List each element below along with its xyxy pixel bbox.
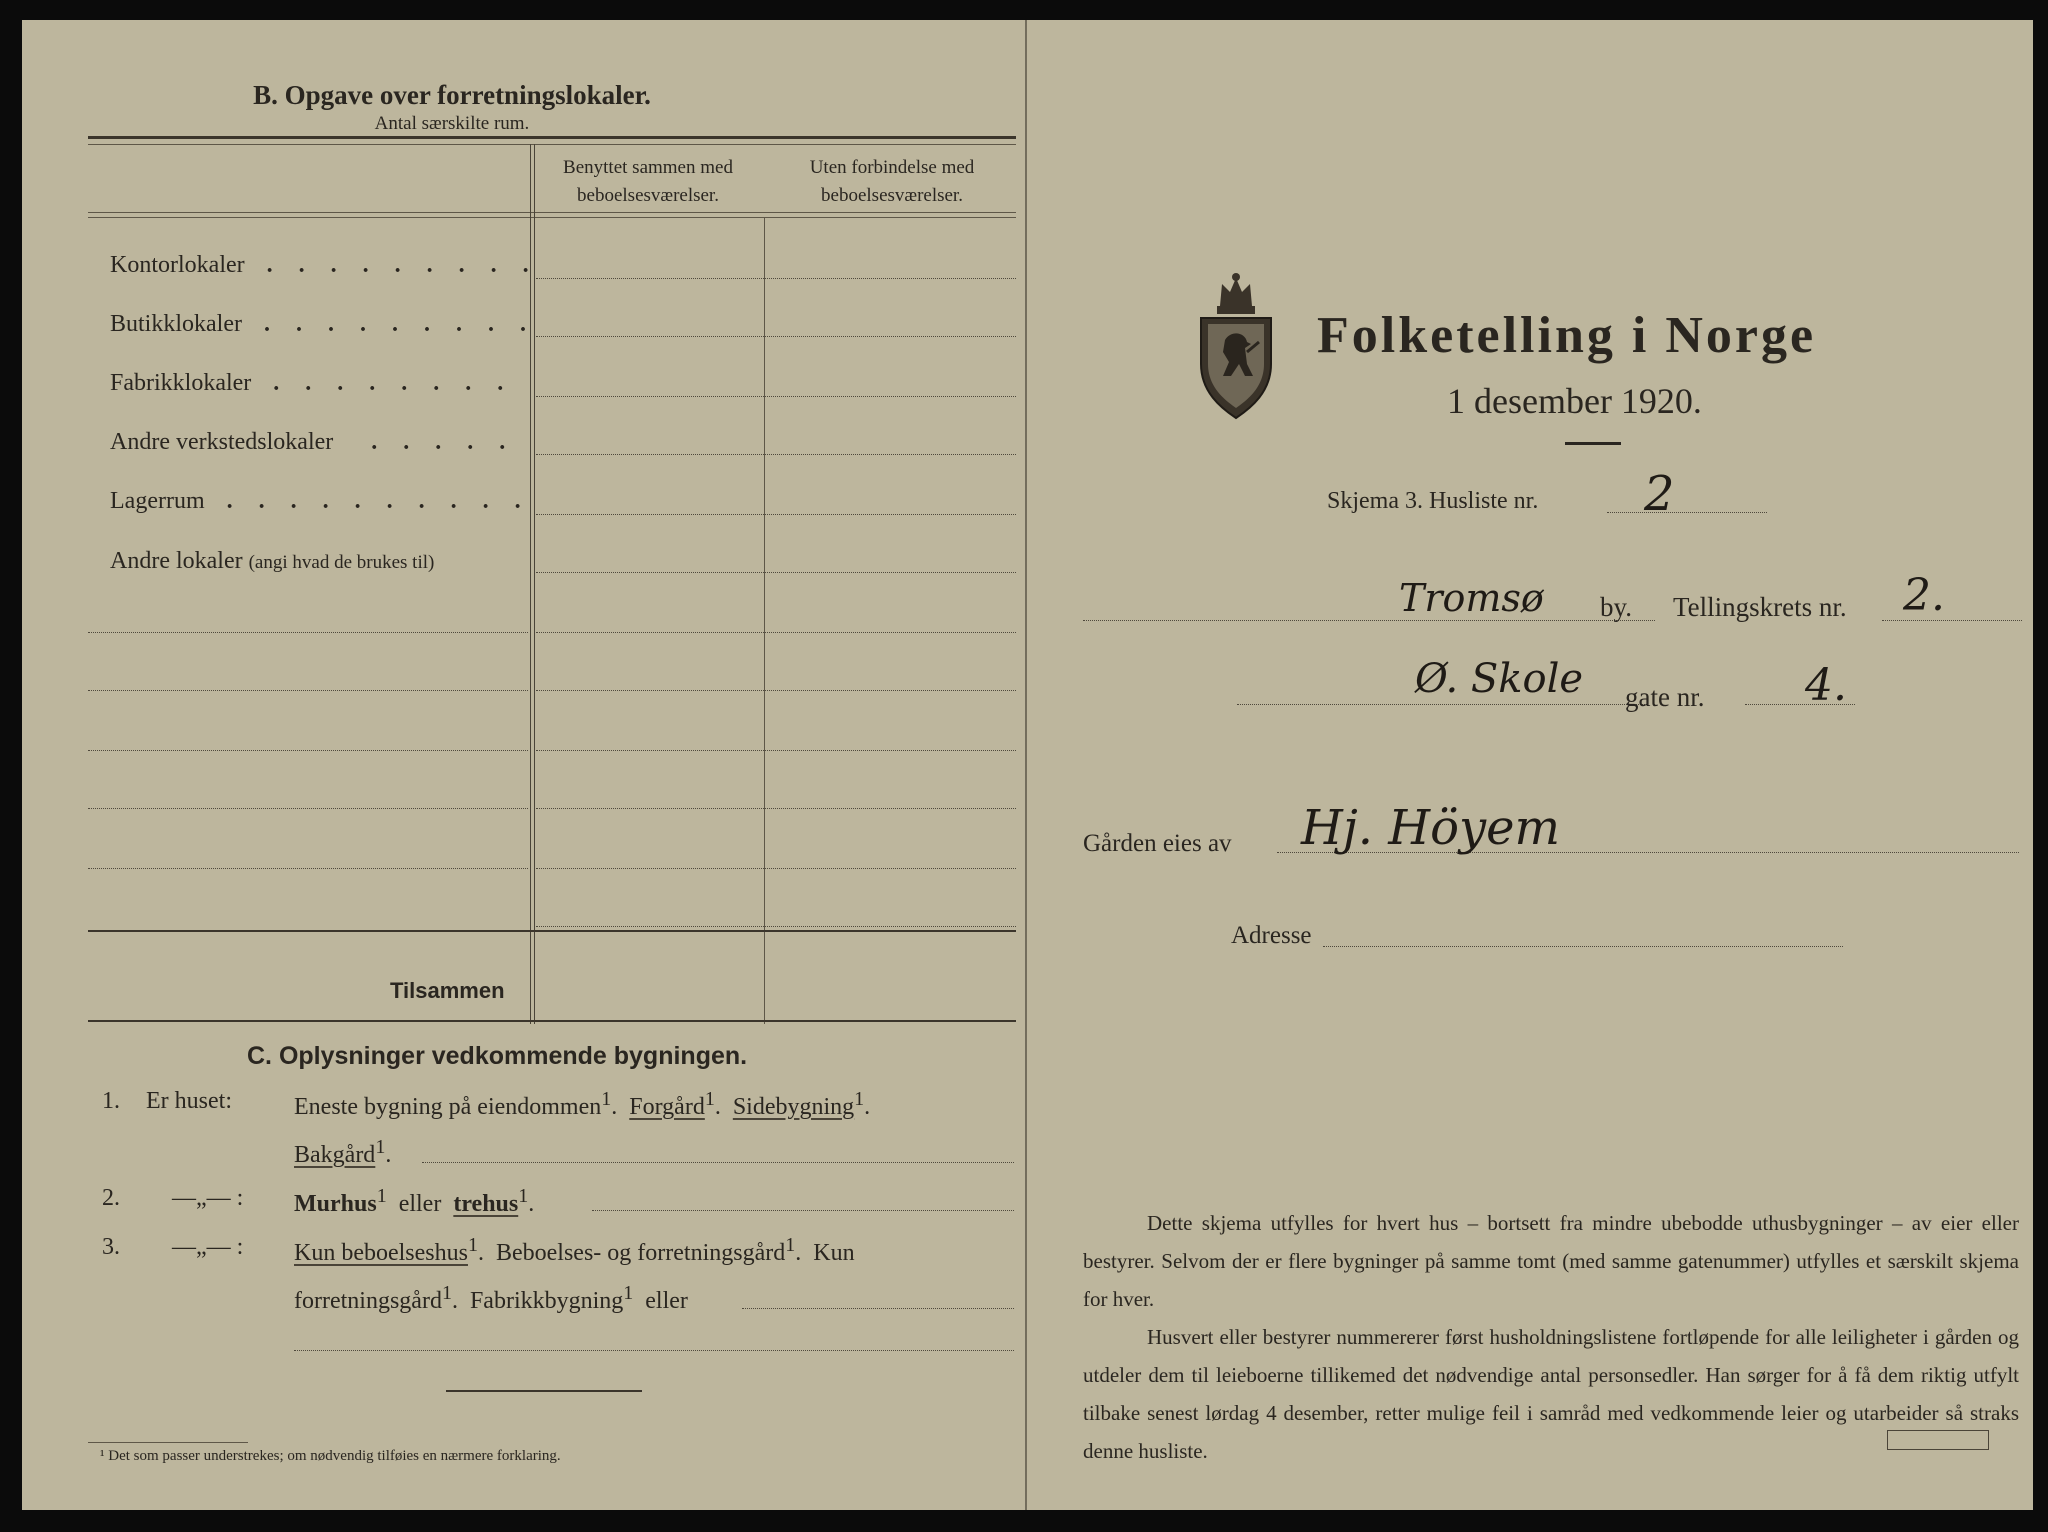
row-line-5: [536, 514, 1016, 515]
sup: 1: [518, 1185, 529, 1207]
row-line-9: [536, 750, 1016, 751]
husliste-line: [1607, 512, 1767, 513]
row-line-3: [536, 396, 1016, 397]
city-handwritten: Tromsø: [1399, 576, 1544, 620]
sup: 1: [467, 1234, 478, 1256]
total-bottom-rule: [88, 1020, 1016, 1022]
blank-line-3: [88, 750, 528, 751]
section-end-rule: [446, 1390, 642, 1392]
gate-line: [1745, 704, 1855, 705]
street-handwritten: Ø. Skole: [1415, 656, 1584, 702]
row-line-12: [536, 926, 1016, 927]
gate-label: gate nr.: [1625, 682, 1705, 712]
blank-line-4: [88, 808, 528, 809]
sup: 1: [785, 1234, 796, 1256]
sup: 1: [441, 1282, 452, 1304]
row-label-fabrikklokaler: [110, 370, 513, 397]
row-text: Lagerrum: [110, 488, 205, 514]
q2-fill-line: [592, 1210, 1014, 1211]
q1-label: Er huset:: [146, 1088, 232, 1114]
col2-header: [767, 154, 1017, 210]
street-line: [1237, 704, 1647, 705]
q3-fill-line: [742, 1308, 1014, 1309]
row-text: Kontorlokaler: [110, 252, 245, 278]
blank-line-5: [88, 868, 528, 869]
q3-beboelses-forretningsgard: Beboelses- og forretningsgård: [495, 1240, 786, 1266]
header-bottom-rule: [88, 212, 1016, 213]
col2-header-line2: beboelsesværelser.: [821, 185, 963, 206]
section-b-title: B. Opgave over forretningslokaler.: [253, 80, 651, 110]
schema-label: Skjema 3. Husliste nr.: [1327, 488, 1539, 514]
sup: 1: [854, 1088, 865, 1110]
q1-bakgard: Bakgård: [294, 1142, 376, 1168]
sup: 1: [375, 1136, 386, 1158]
row-line-10: [536, 808, 1016, 809]
q2-number: 2.: [102, 1185, 120, 1211]
instructions: [1083, 1204, 2019, 1470]
table-top-rule-thin: [88, 144, 1016, 145]
footnote-rule: [88, 1442, 248, 1443]
q1-sidebygning: Sidebygning: [732, 1094, 855, 1120]
q3-label: —„— :: [172, 1234, 244, 1260]
row-text: Andre lokaler: [110, 548, 243, 574]
row-label-butikklokaler: [110, 311, 536, 338]
city-line: [1083, 620, 1655, 621]
q3-text-line2: forretningsgård$^1$. Fabrikkbygning$^1$ eller: [294, 1282, 688, 1314]
row-label-andre-verkstedslokaler: [110, 429, 515, 456]
q2-eller: eller: [398, 1191, 442, 1217]
q3-fabrikkbygning: Fabrikkbygning: [469, 1288, 624, 1314]
leader-dots: . . . . . . . . .: [250, 252, 539, 278]
q3-fill-line-2: [294, 1350, 1014, 1351]
q2-murhus: Murhus: [294, 1191, 377, 1217]
section-b-subtitle: Antal særskilte rum.: [374, 113, 530, 134]
coat-of-arms-icon: [1195, 272, 1277, 420]
row-line-1: [536, 278, 1016, 279]
tellingskrets-number: 2.: [1903, 570, 1945, 621]
tellingskrets-line: [1882, 620, 2022, 621]
col-divider-2: [764, 217, 765, 1024]
q3-forretningsgard: forretningsgård: [294, 1288, 442, 1314]
total-top-rule: [88, 930, 1016, 932]
owner-handwritten: Hj. Höyem: [1301, 800, 1561, 856]
header-bottom-rule-2: [88, 217, 1016, 218]
col1-header-line2: beboelsesværelser.: [577, 185, 719, 206]
row-label-kontorlokaler: [110, 252, 539, 279]
sup: 1: [704, 1088, 715, 1110]
q1-number: 1.: [102, 1088, 120, 1114]
tellingskrets-label: Tellingskrets nr.: [1673, 592, 1847, 622]
leader-dots: . . . . . . . . . .: [210, 488, 531, 514]
table-top-rule: [88, 136, 1016, 139]
instructions-paragraph-2: Husvert eller bestyrer nummererer først husholdningslistene fortløpende for alle leiligheter i gården og utdeler dem til leieboerne tillikemed det nødvendige antal personsedler. Han sørger for å få dem riktig utfylt tilbake senest lørdag 4 desember, retter mulige feil i samråd med vedkommende leier og utarbeider så straks denne husliste.: [1083, 1325, 2019, 1463]
row-line-4: [536, 454, 1016, 455]
row-line-8: [536, 690, 1016, 691]
footnote: ¹ Det som passer understrekes; om nødvendig tilføies en nærmere forklaring.: [100, 1448, 561, 1464]
instructions-paragraph-1: Dette skjema utfylles for hvert hus – bortsett fra mindre ubebodde uthusbygninger – av eier eller bestyrer. Selvom der er flere bygninger på samme tomt (med samme gatenummer) utfylles et særskilt skjema for hver.: [1083, 1211, 2019, 1311]
husliste-number: 2: [1644, 466, 1675, 522]
address-line: [1323, 946, 1843, 947]
date-underline: [1565, 442, 1621, 445]
blank-line-2: [88, 690, 528, 691]
owner-label: Gården eies av: [1083, 830, 1232, 857]
form-date: 1 desember 1920.: [1447, 381, 1702, 421]
sup: 1: [601, 1088, 612, 1110]
row-label-andre-lokaler: [110, 548, 434, 575]
gate-number: 4.: [1805, 660, 1847, 711]
form-title: Folketelling i Norge: [1317, 307, 1817, 364]
row-text: Andre verkstedslokaler: [110, 429, 334, 455]
q3-kun: Kun: [813, 1240, 855, 1266]
row-line-6: [536, 572, 1016, 573]
q1-forgard: Forgård: [629, 1094, 705, 1120]
col1-header-line1: Benyttet sammen med: [563, 157, 733, 178]
q2-label: —„— :: [172, 1185, 244, 1211]
blank-line-1: [88, 632, 528, 633]
leader-dots: . . . . .: [339, 429, 516, 455]
sup: 1: [376, 1185, 387, 1207]
right-page: [1027, 20, 2033, 1510]
q2-text: Murhus$^1$ eller trehus$^1$.: [294, 1185, 535, 1217]
row-line-2: [536, 336, 1016, 337]
q1-text: Eneste bygning på eiendommen$^1$. Forgård$^1$. Sidebygning$^1$.: [294, 1088, 871, 1120]
leader-dots: . . . . . . . . .: [247, 311, 536, 337]
row-line-11: [536, 868, 1016, 869]
left-page: [22, 20, 1025, 1510]
leader-dots: . . . . . . . .: [257, 370, 514, 396]
row-text: Butikklokaler: [110, 311, 242, 337]
total-label: Tilsammen: [390, 978, 505, 1003]
col1-header: [532, 154, 764, 210]
q1-text-line2: Bakgård$^1$.: [294, 1136, 392, 1168]
row-label-lagerrum: [110, 488, 531, 515]
col2-header-line1: Uten forbindelse med: [809, 157, 975, 178]
sup: 1: [623, 1282, 634, 1304]
q3-eller: eller: [645, 1288, 688, 1314]
address-label: Adresse: [1231, 922, 1312, 949]
q3-text: Kun beboelseshus$^1$. Beboelses- og forretningsgård$^1$. Kun: [294, 1234, 855, 1266]
section-c-title: C. Oplysninger vedkommende bygningen.: [247, 1042, 748, 1070]
printer-stamp: [1887, 1430, 1989, 1450]
q3-kun-beboelseshus: Kun beboelseshus: [294, 1240, 468, 1266]
q2-trehus: trehus: [453, 1191, 519, 1217]
q1-fill-line: [422, 1162, 1014, 1163]
q1-eneste: Eneste bygning på eiendommen: [294, 1094, 602, 1120]
by-label: by.: [1600, 592, 1632, 622]
row-note: (angi hvad de brukes til): [248, 552, 435, 573]
q3-number: 3.: [102, 1234, 120, 1260]
row-text: Fabrikklokaler: [110, 370, 252, 396]
row-line-7: [536, 632, 1016, 633]
